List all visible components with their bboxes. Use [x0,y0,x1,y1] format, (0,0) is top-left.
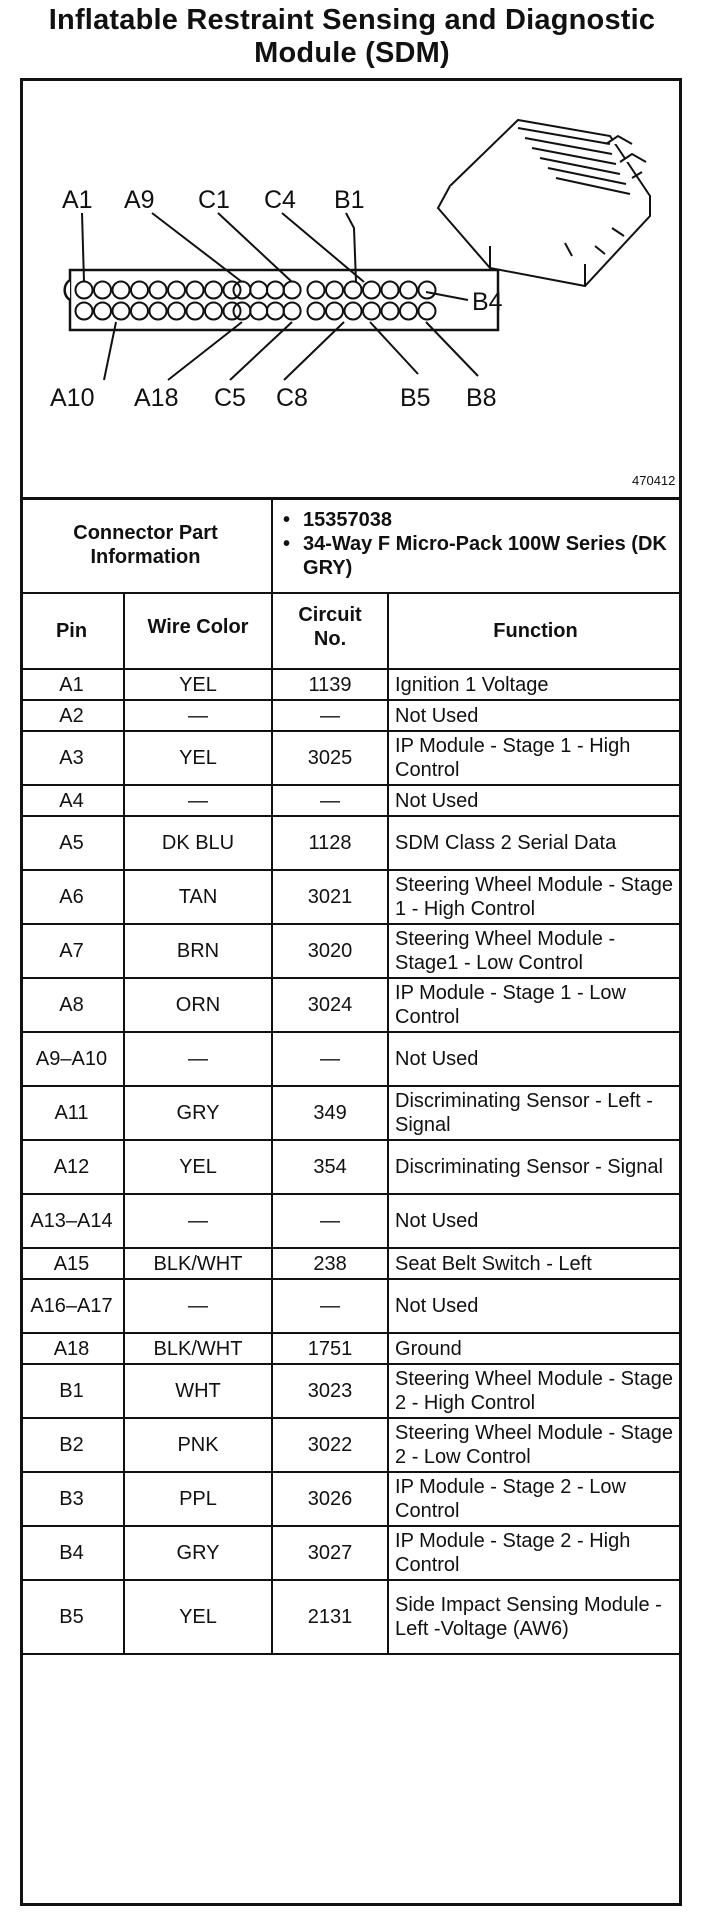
table-row [20,924,682,978]
function-cell: Seat Belt Switch - Left [388,1248,682,1279]
function-cell: IP Module - Stage 2 - Low Control [388,1472,682,1526]
circuit-cell: 349 [272,1086,388,1140]
circuit-cell: 3023 [272,1364,388,1418]
title-line-1: Inflatable Restraint Sensing and Diagnostic [48,4,656,36]
pin-hole [419,303,436,320]
pin-hole [284,303,301,320]
pin-hole [308,282,325,299]
wire-color-cell: PPL [124,1472,272,1526]
table-row [20,978,682,1032]
pin-hole [94,282,111,299]
pin-label-a10: A10 [50,384,95,412]
function-cell: SDM Class 2 Serial Data [388,816,682,870]
column-header-wire-color: Wire Color [124,593,272,669]
table-row [20,700,682,731]
pin-cell: B4 [20,1526,124,1580]
connector-part-number: • 15357038 [283,508,392,531]
connector-info-list [272,497,682,593]
pin-cell: A4 [20,785,124,816]
function-cell: Steering Wheel Module - Stage1 - Low Control [388,924,682,978]
pin-hole [308,303,325,320]
function-cell: Steering Wheel Module - Stage 1 - High Control [388,870,682,924]
connector-info-row [20,497,682,593]
wire-color-cell: — [124,1032,272,1086]
wire-color-cell: ORN [124,978,272,1032]
table-row [20,1279,682,1333]
pin-hole [326,282,343,299]
function-cell: Not Used [388,785,682,816]
wire-color-cell: GRY [124,1526,272,1580]
column-header-circuit-no: Circuit No. [272,593,388,669]
pin-hole [345,282,362,299]
table-header-row [20,593,682,669]
pin-hole [363,282,380,299]
pin-hole [131,303,148,320]
title-line-2: Module (SDM) [254,37,450,69]
function-cell: Ignition 1 Voltage [388,669,682,700]
circuit-cell: 354 [272,1140,388,1194]
pin-hole [168,282,185,299]
function-cell: Steering Wheel Module - Stage 2 - Low Control [388,1418,682,1472]
circuit-cell: 3022 [272,1418,388,1472]
pin-cell: B3 [20,1472,124,1526]
function-cell: Not Used [388,1032,682,1086]
wire-color-cell: BRN [124,924,272,978]
pin-hole [400,303,417,320]
wire-color-cell: GRY [124,1086,272,1140]
pin-hole [187,303,204,320]
pin-label-a1: A1 [62,186,93,214]
pin-hole [345,303,362,320]
function-cell: Not Used [388,1279,682,1333]
page-title [0,4,704,70]
connector-diagram [20,78,682,500]
column-header-function: Function [388,593,682,669]
table-row [20,1364,682,1418]
pin-label-b1: B1 [334,186,365,214]
circuit-cell: — [272,1279,388,1333]
pin-label-b4: B4 [472,288,503,316]
column-header-pin: Pin [20,593,124,669]
pin-hole [250,282,267,299]
pin-cell: A11 [20,1086,124,1140]
circuit-cell: — [272,1032,388,1086]
pin-cell: A13–A14 [20,1194,124,1248]
function-cell: Discriminating Sensor - Signal [388,1140,682,1194]
pin-label-b8: B8 [466,384,497,412]
function-cell: Ground [388,1333,682,1364]
pin-hole [363,303,380,320]
table-row [20,1580,682,1654]
function-cell: IP Module - Stage 1 - High Control [388,731,682,785]
circuit-cell: 3020 [272,924,388,978]
pin-hole [267,282,284,299]
pin-hole [187,282,204,299]
pin-hole [205,303,222,320]
wire-color-cell: — [124,700,272,731]
wire-color-cell: DK BLU [124,816,272,870]
pin-cell: B1 [20,1364,124,1418]
pin-hole [76,303,93,320]
pin-hole [234,282,251,299]
pin-hole [419,282,436,299]
wire-color-cell: TAN [124,870,272,924]
table-row [20,1472,682,1526]
table-row [20,1086,682,1140]
table-row [20,669,682,700]
pin-cell: A12 [20,1140,124,1194]
circuit-cell: — [272,700,388,731]
wire-color-cell: PNK [124,1418,272,1472]
wire-color-cell: YEL [124,731,272,785]
pin-hole [224,282,241,299]
function-cell: IP Module - Stage 1 - Low Control [388,978,682,1032]
table-row [20,1032,682,1086]
connector-illustration [20,78,682,500]
circuit-cell: 3027 [272,1526,388,1580]
pin-label-a18: A18 [134,384,179,412]
pin-hole [94,303,111,320]
connector-description: • 34-Way F Micro-Pack 100W Series (DK GRY) [283,532,667,579]
function-cell: IP Module - Stage 2 - High Control [388,1526,682,1580]
circuit-cell: 3021 [272,870,388,924]
pin-hole [250,303,267,320]
pin-cell: B2 [20,1418,124,1472]
pin-hole [113,303,130,320]
pin-cell: A18 [20,1333,124,1364]
circuit-cell: — [272,1194,388,1248]
connector-info-label: Connector Part Information [20,497,272,593]
pin-cell: A6 [20,870,124,924]
function-cell: Steering Wheel Module - Stage 2 - High Control [388,1364,682,1418]
wire-color-cell: WHT [124,1364,272,1418]
pin-cell: A7 [20,924,124,978]
table-row [20,785,682,816]
pin-hole [76,282,93,299]
table-row [20,1140,682,1194]
pin-cell: A1 [20,669,124,700]
pin-hole [234,303,251,320]
pin-hole [326,303,343,320]
pin-label-c4: C4 [264,186,296,214]
pin-hole [284,282,301,299]
pin-hole [382,303,399,320]
pin-hole [131,282,148,299]
circuit-cell: 3024 [272,978,388,1032]
table-row [20,816,682,870]
pin-label-c5: C5 [214,384,246,412]
wire-color-cell: YEL [124,669,272,700]
pin-hole [150,282,167,299]
table-row [20,1526,682,1580]
wire-color-cell: — [124,785,272,816]
pinout-table [20,497,682,1655]
table-row [20,731,682,785]
function-cell: Side Impact Sensing Module - Left -Voltage (AW6) [388,1580,682,1654]
pin-hole [168,303,185,320]
table-row [20,870,682,924]
pin-cell: A3 [20,731,124,785]
wire-color-cell: BLK/WHT [124,1333,272,1364]
pin-cell: B5 [20,1580,124,1654]
circuit-cell: 238 [272,1248,388,1279]
circuit-cell: 1139 [272,669,388,700]
circuit-cell: 3026 [272,1472,388,1526]
pin-label-a9: A9 [124,186,155,214]
pin-hole [205,282,222,299]
pin-cell: A9–A10 [20,1032,124,1086]
pin-hole [400,282,417,299]
pin-cell: A5 [20,816,124,870]
function-cell: Not Used [388,1194,682,1248]
pin-label-c1: C1 [198,186,230,214]
pin-hole [267,303,284,320]
table-row [20,1418,682,1472]
circuit-cell: 3025 [272,731,388,785]
wire-color-cell: YEL [124,1140,272,1194]
function-cell: Not Used [388,700,682,731]
pin-hole [150,303,167,320]
pin-cell: A2 [20,700,124,731]
figure-number: 470412 [632,473,676,488]
pin-cell: A8 [20,978,124,1032]
pin-hole [224,303,241,320]
circuit-cell: — [272,785,388,816]
function-cell: Discriminating Sensor - Left - Signal [388,1086,682,1140]
circuit-cell: 2131 [272,1580,388,1654]
table-row [20,1333,682,1364]
table-row [20,1194,682,1248]
pin-holes [76,282,436,320]
wire-color-cell: YEL [124,1580,272,1654]
connector-face [65,270,498,330]
pin-label-b5: B5 [400,384,431,412]
pin-hole [382,282,399,299]
wire-color-cell: BLK/WHT [124,1248,272,1279]
pin-hole [113,282,130,299]
pin-cell: A15 [20,1248,124,1279]
pin-cell: A16–A17 [20,1279,124,1333]
connector-3d-icon [438,120,650,286]
table-row [20,1248,682,1279]
wire-color-cell: — [124,1194,272,1248]
wire-color-cell: — [124,1279,272,1333]
circuit-cell: 1751 [272,1333,388,1364]
circuit-cell: 1128 [272,816,388,870]
pin-label-c8: C8 [276,384,308,412]
